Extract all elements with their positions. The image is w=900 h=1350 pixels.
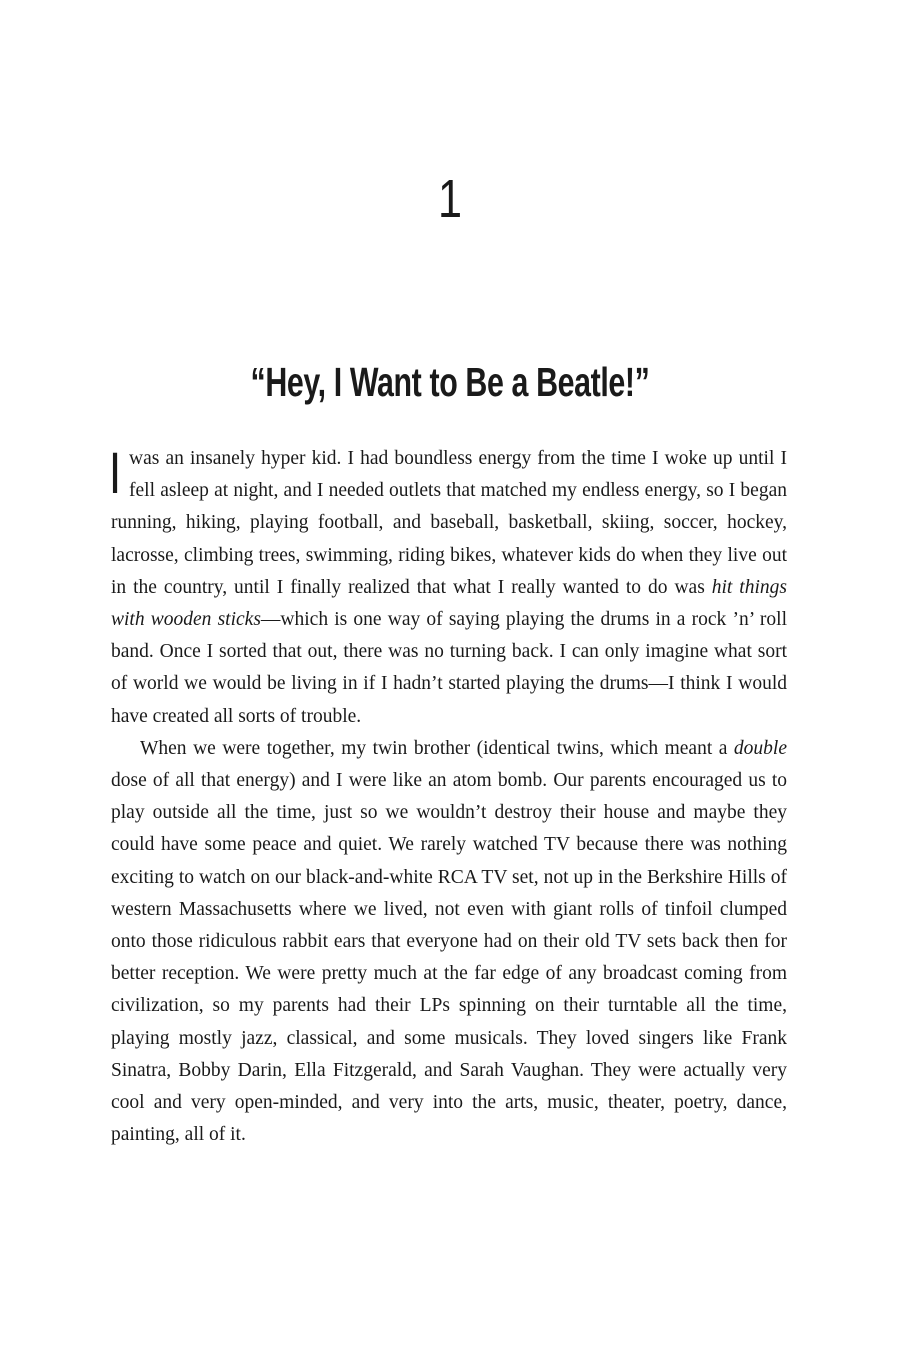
paragraph-2 <box>111 733 787 1152</box>
chapter-number: 1 <box>437 169 463 229</box>
drop-cap: I <box>111 441 120 506</box>
paragraph-2-text-b: dose of all that energy) and I were like an atom bomb. Our parents encouraged us to play outside all the time, just so we wouldn’t destroy their house and maybe they could have some peace and quiet. We rarely watched TV because there was nothing exciting to watch on our black-and-white RCA TV set, not up in the Berkshire Hills of western Massachusetts where we lived, not even with giant rolls of tinfoil clumped onto those ridiculous rabbit ears that everyone had on their old TV sets back then for better reception. We were pretty much at the far edge of any broadcast coming from civilization, so my parents had their LPs spinning on their turntable all the time, playing mostly jazz, classical, and some musicals. They loved singers like Frank Sinatra, Bobby Darin, Ella Fitzgerald, and Sarah Vaughan. They were actually very cool and very open-minded, and very into the arts, music, theater, poetry, dance, painting, all of it. <box>111 770 787 1146</box>
chapter-title: “Hey, I Want to Be a Beatle!” <box>250 359 650 405</box>
paragraph-1 <box>111 443 787 733</box>
paragraph-1-text-b: —which is one way of saying playing the drums in a rock ’n’ roll band. Once I sorted that out, there was no turning back. I can only imagine what sort of world we would be living in if I hadn’t started playing the drums—I think I would have created all sorts of trouble. <box>111 609 787 727</box>
chapter-body <box>111 443 787 1151</box>
paragraph-2-emphasis: double <box>733 737 787 759</box>
paragraph-2-text-a: When we were together, my twin brother (identical twins, which meant a <box>140 737 734 759</box>
paragraph-1-text-a: was an insanely hyper kid. I had boundless energy from the time I woke up until I fell asleep at night, and I needed outlets that matched my endless energy, so I began running, hiking, playing football, and baseball, basketball, skiing, soccer, hockey, lacrosse, climbing trees, swimming, riding bikes, whatever kids do when they live out in the country, until I finally realized that what I really wanted to do was <box>111 448 787 598</box>
paragraph-1-emphasis: hit things with wooden sticks <box>111 576 787 631</box>
